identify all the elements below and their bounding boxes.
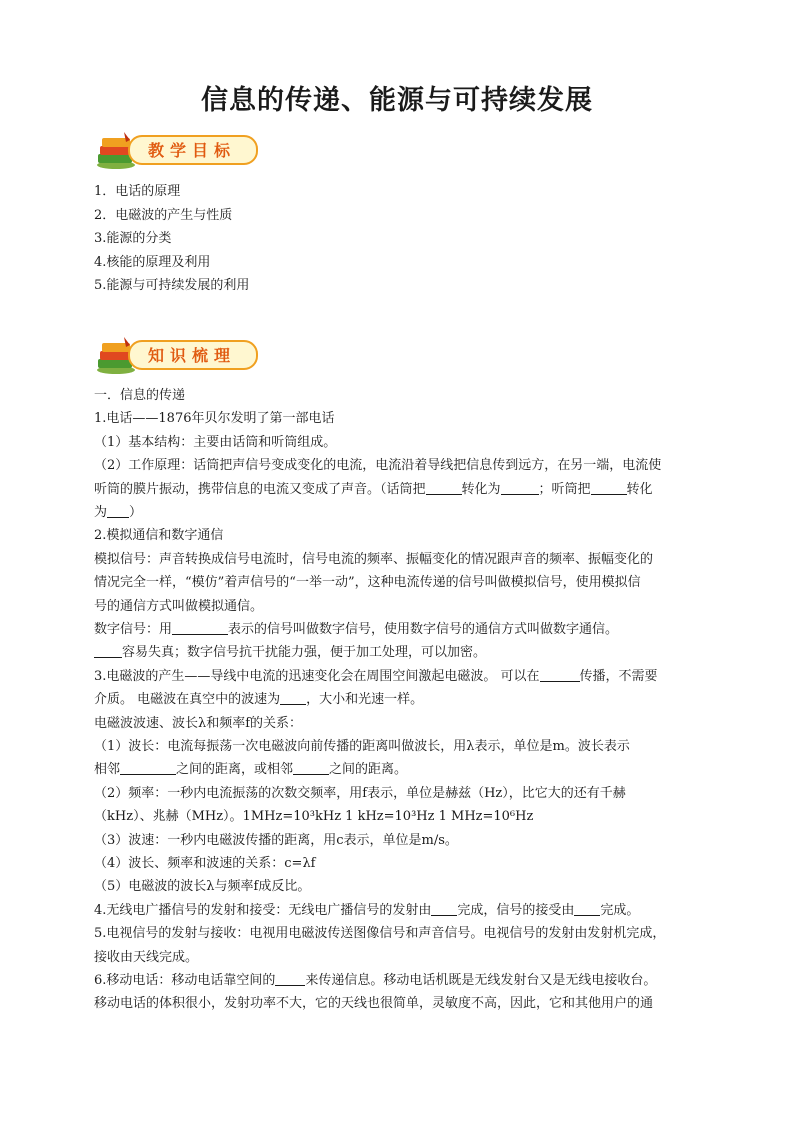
text-run: 电磁波波速、波长λ和频率f的关系： (94, 715, 303, 731)
content-line (94, 478, 706, 502)
text-run: 5.能源与可持续发展的利用 (94, 278, 250, 293)
content-line (94, 501, 706, 525)
text-run: 6.移动电话：移动电话靠空间的 (94, 973, 276, 988)
fill-in-blank (172, 619, 228, 635)
text-run: ，大小和光速一样。 (306, 692, 424, 708)
content-line (94, 431, 706, 455)
content-line (94, 407, 706, 431)
goal-item (94, 251, 706, 275)
text-run: （5）电磁波的波长λ与频率f成反比。 (94, 879, 311, 895)
goal-item (94, 180, 706, 204)
content-line (94, 805, 706, 829)
text-run: 表示的信号叫做数字信号，使用数字信号的通信方式叫做数字通信。 (228, 622, 619, 637)
section-badge-knowledge (94, 333, 260, 377)
content-line (94, 992, 706, 1016)
fill-in-blank (107, 502, 129, 518)
fill-in-blank (540, 666, 580, 682)
fill-in-blank (280, 689, 306, 705)
text-run: 5.电视信号的发射与接收：电视用电磁波传送图像信号和声音信号。电视信号的发射由发射机完成， (94, 926, 666, 942)
badge-pill (128, 135, 258, 165)
fill-in-blank (591, 479, 627, 495)
text-run: 3.电磁波的产生——导线中电流的迅速变化会在周围空间激起电磁波。 可以在 (94, 668, 540, 684)
text-run: （1）波长：电流每振荡一次电磁波向前传播的距离叫做波长，用λ表示，单位是m。波长表示 (94, 739, 630, 754)
content-line (94, 852, 706, 876)
fill-in-blank (574, 900, 600, 916)
content-line (94, 758, 706, 782)
text-run: ） (129, 505, 143, 520)
text-run: 2.模拟通信和数字通信 (94, 528, 224, 544)
text-run: 完成，信号的接受由 (457, 902, 575, 918)
content-line (94, 665, 706, 689)
content-line (94, 829, 706, 853)
content-line (94, 641, 706, 665)
content-line (94, 875, 706, 899)
content-line (94, 688, 706, 712)
page-title: 信息的传递、能源与可持续发展 (201, 85, 593, 116)
text-run: 情况完全一样，“模仿”着声信号的“一举一动”，这种电流传递的信号叫做模拟信号，使用模拟信 (94, 575, 641, 591)
fill-in-blank (426, 479, 462, 495)
content-line (94, 454, 706, 478)
fill-in-blank (120, 759, 176, 775)
text-run: 接收由天线完成。 (94, 949, 199, 965)
text-run: 转化为 (461, 481, 501, 497)
fill-in-blank (293, 759, 329, 775)
text-run: （2）频率：一秒内电流振荡的次数交频率，用f表示，单位是赫兹（Hz），比它大的还有千赫 (94, 785, 626, 801)
text-run: 听筒的膜片振动，携带信息的电流又变成了声音。（话筒把 (94, 481, 426, 497)
badge-pill (128, 340, 258, 370)
text-run: 模拟信号：声音转换成信号电流时，信号电流的频率、振幅变化的情况跟声音的频率、振幅变化的 (94, 551, 654, 567)
text-run: 2．电磁波的产生与性质 (94, 207, 233, 223)
text-run: 转化 (626, 481, 653, 497)
text-run: （2）工作原理：话筒把声信号变成变化的电流，电流沿着导线把信息传到远方，在另一端，电流使 (94, 458, 662, 474)
text-run: 号的通信方式叫做模拟通信。 (94, 598, 264, 614)
content-line (94, 922, 706, 946)
content-line (94, 524, 706, 548)
text-run: 来传递信息。移动电话机既是无线发射台又是无线电接收台。 (305, 973, 657, 988)
content-line (94, 618, 706, 642)
text-run: 移动电话的体积很小，发射功率不大，它的天线也很简单，灵敏度不高，因此，它和其他用户的通 (94, 996, 654, 1012)
content-line (94, 899, 706, 923)
text-run: 容易失真；数字信号抗干扰能力强，便于加工处理，可以加密。 (122, 645, 487, 661)
text-run: 为 (94, 505, 108, 520)
section-badge-goals (94, 128, 260, 172)
text-run: 之间的距离，或相邻 (176, 762, 294, 778)
fill-in-blank (501, 479, 539, 495)
badge-label: 知识梳理 (148, 346, 237, 365)
goal-item (94, 227, 706, 251)
content-line (94, 571, 706, 595)
content-line (94, 946, 706, 970)
text-run: （4）波长、频率和波速的关系：c=λf (94, 856, 316, 871)
text-run: 数字信号：用 (94, 622, 173, 637)
text-run: 相邻 (94, 762, 121, 778)
badge-label: 教学目标 (148, 141, 237, 160)
goal-item (94, 204, 706, 228)
content-line (94, 384, 706, 408)
content-line (94, 595, 706, 619)
text-run: （3）波速：一秒内电磁波传播的距离，用c表示，单位是m/s。 (94, 832, 458, 848)
fill-in-blank (431, 900, 457, 916)
text-run: （kHz）、兆赫（MHz）。1MHz=10³kHz 1 kHz=10³Hz 1 MHz=10⁶Hz (94, 809, 534, 825)
text-run: ；听筒把 (538, 481, 591, 497)
text-run: 完成。 (600, 902, 640, 918)
content-line (94, 782, 706, 806)
text-run: 介质。 电磁波在真空中的波速为 (94, 692, 281, 708)
content-line (94, 735, 706, 759)
text-run: 一．信息的传递 (94, 388, 186, 403)
text-run: 之间的距离。 (329, 762, 408, 778)
content-line (94, 548, 706, 572)
text-run: （1）基本结构：主要由话筒和听筒组成。 (94, 434, 337, 450)
text-run: 3.能源的分类 (94, 231, 172, 246)
text-run: 4.无线电广播信号的发射和接受：无线电广播信号的发射由 (94, 902, 432, 918)
content-line (94, 969, 706, 993)
fill-in-blank (275, 970, 305, 986)
fill-in-blank (94, 642, 122, 658)
content-line (94, 712, 706, 736)
text-run: 1.电话——1876年贝尔发明了第一部电话 (94, 411, 335, 427)
text-run: 4.核能的原理及利用 (94, 254, 211, 270)
text-run: 传播，不需要 (579, 668, 658, 684)
text-run: 1．电话的原理 (94, 184, 181, 199)
goal-item (94, 274, 706, 298)
